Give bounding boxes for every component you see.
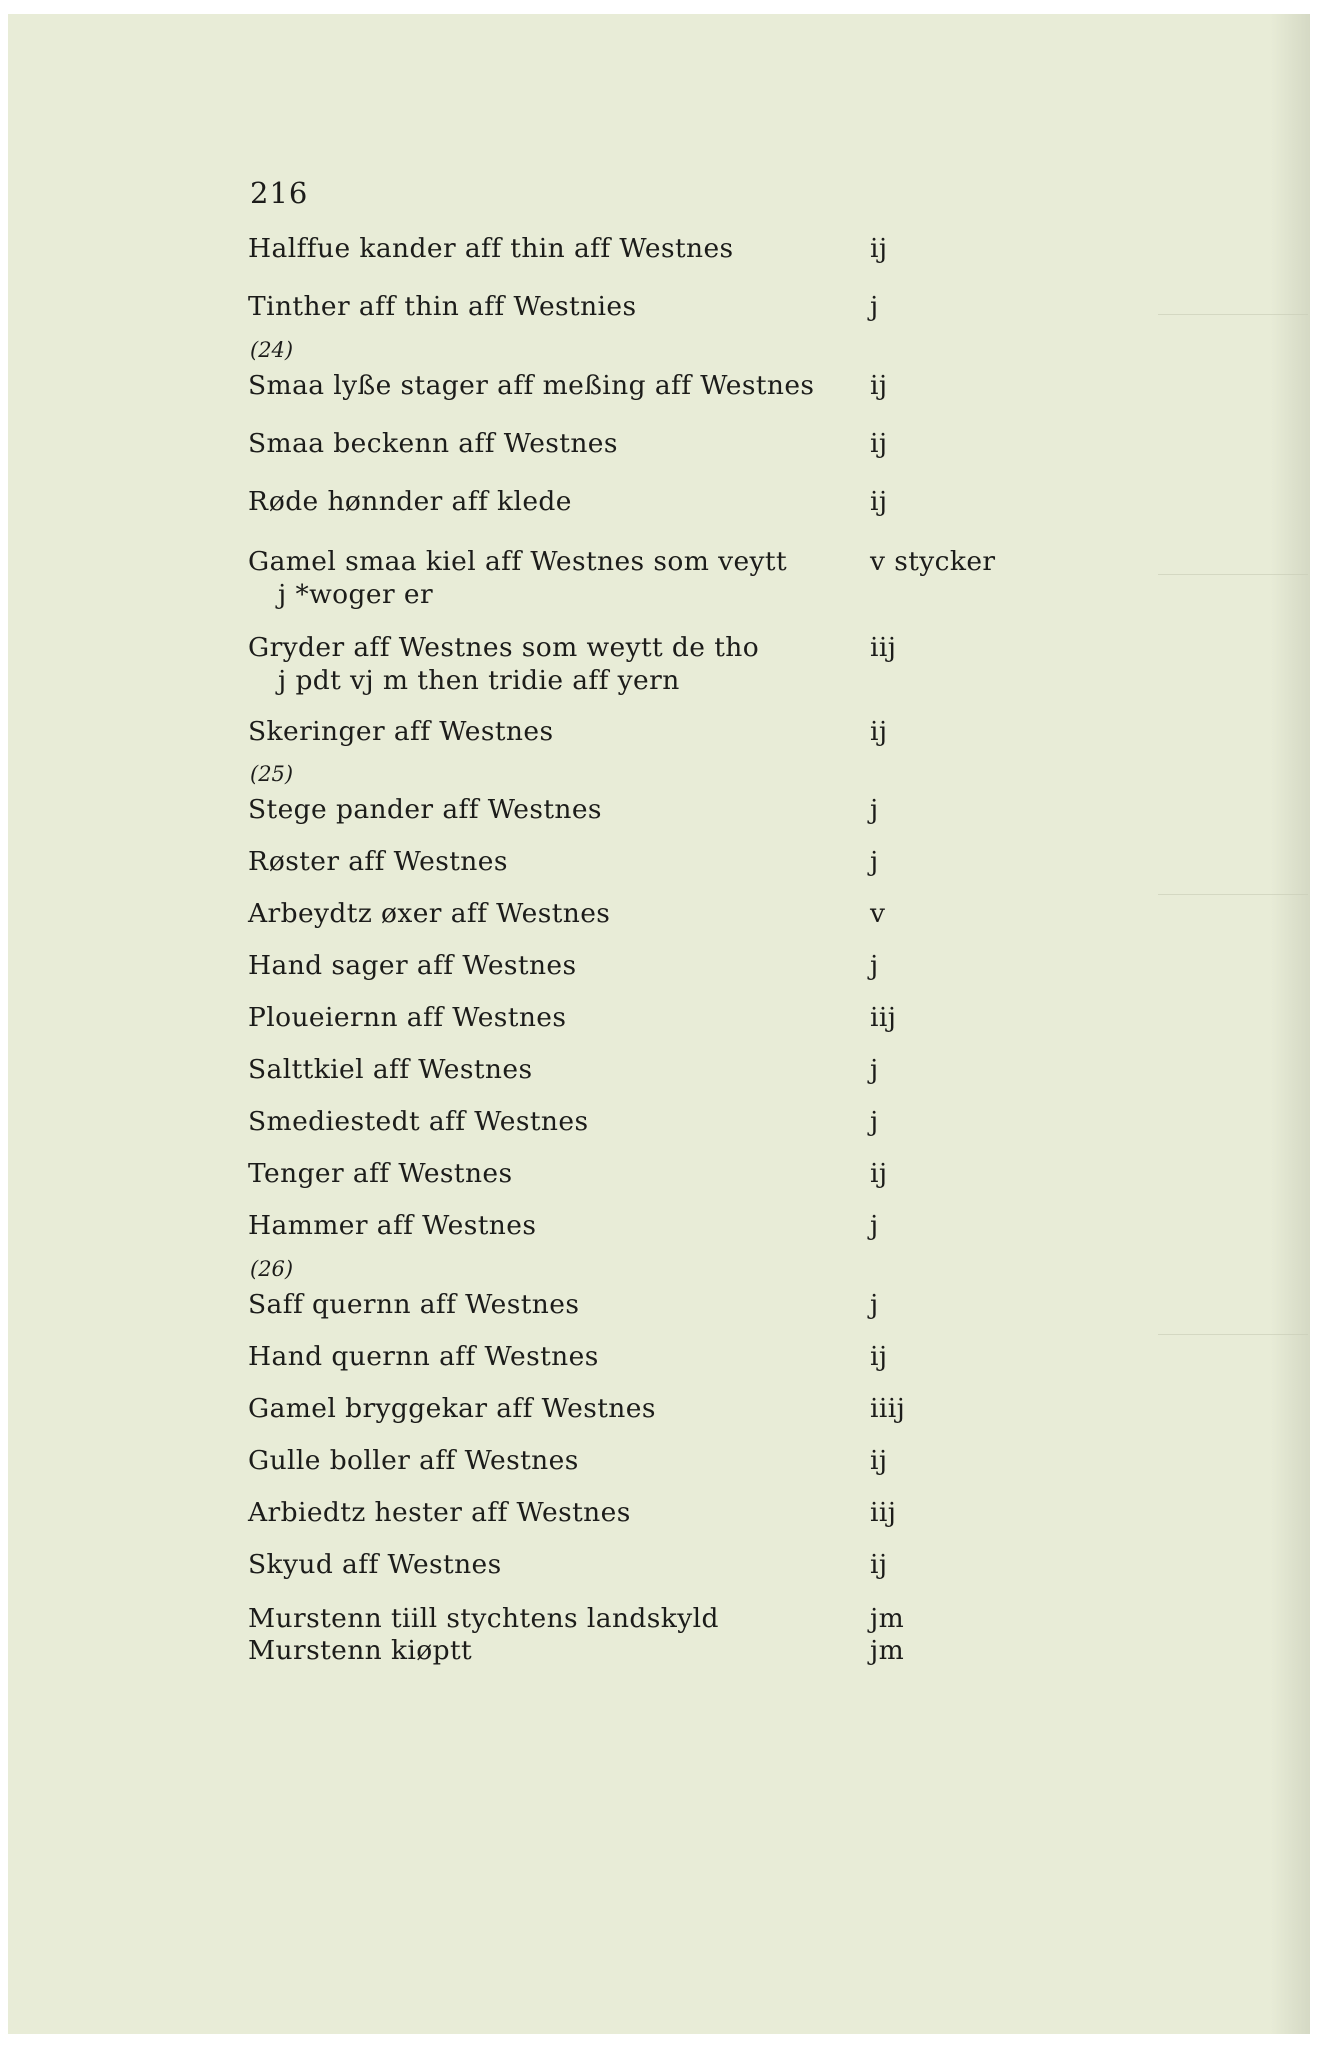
item-quantity: ij	[870, 428, 888, 459]
item-quantity: v	[870, 898, 886, 929]
item-quantity: iiij	[870, 1393, 906, 1424]
item-description: Skyud aff Westnes	[248, 1549, 502, 1580]
item-description: Smediestedt aff Westnes	[248, 1106, 589, 1137]
section-marker: (24)	[250, 338, 294, 362]
item-quantity: j	[870, 1289, 879, 1320]
item-description: Ploueiernn aff Westnes	[248, 1002, 567, 1033]
page-edge-shadow	[1270, 14, 1310, 2034]
item-quantity: ij	[870, 1549, 888, 1580]
item-description: Skeringer aff Westnes	[248, 716, 554, 747]
item-description: Stege pander aff Westnes	[248, 794, 602, 825]
item-quantity: j	[870, 794, 879, 825]
item-quantity: j	[870, 1210, 879, 1241]
item-description	[248, 631, 848, 697]
item-description-line2-text: j pdt vj m then tridie aff yern	[278, 665, 680, 696]
section-marker: (26)	[250, 1257, 294, 1281]
document-page	[8, 14, 1310, 2034]
item-description-line1: Gamel smaa kiel aff Westnes som veytt	[248, 546, 787, 577]
item-description: Smaa lyße stager aff meßing aff Westnes	[248, 370, 815, 401]
item-quantity: iij	[870, 632, 897, 663]
item-description: Murstenn kiøptt	[248, 1635, 473, 1666]
item-description: Røde hønnder aff klede	[248, 486, 572, 517]
page-number: 216	[250, 176, 309, 210]
item-description-line1: Gryder aff Westnes som weytt de tho	[248, 632, 760, 663]
item-description-line2	[248, 664, 848, 697]
item-quantity: ij	[870, 716, 888, 747]
item-quantity: jm	[870, 1603, 905, 1634]
item-quantity: ij	[870, 233, 888, 264]
item-quantity: j	[870, 950, 879, 981]
item-quantity: ij	[870, 1341, 888, 1372]
item-quantity: jm	[870, 1635, 905, 1666]
item-description: Hammer aff Westnes	[248, 1210, 537, 1241]
item-description: Tenger aff Westnes	[248, 1158, 513, 1189]
item-description: Gulle boller aff Westnes	[248, 1445, 579, 1476]
item-description: Arbiedtz hester aff Westnes	[248, 1497, 631, 1528]
item-quantity: ij	[870, 1158, 888, 1189]
item-description: Smaa beckenn aff Westnes	[248, 428, 618, 459]
item-description	[248, 545, 848, 611]
item-quantity: v stycker	[870, 546, 996, 577]
item-quantity: ij	[870, 486, 888, 517]
item-description-line2: j *woger er	[278, 579, 434, 610]
item-quantity: ij	[870, 370, 888, 401]
item-quantity: j	[870, 1054, 879, 1085]
item-quantity: iij	[870, 1497, 897, 1528]
item-description: Hand quernn aff Westnes	[248, 1341, 599, 1372]
item-description: Murstenn tiill stychtens landskyld	[248, 1603, 719, 1634]
item-description: Tinther aff thin aff Westnies	[248, 291, 637, 322]
item-quantity: j	[870, 1106, 879, 1137]
item-quantity: j	[870, 291, 879, 322]
section-marker: (25)	[250, 762, 294, 786]
item-description: Røster aff Westnes	[248, 846, 508, 877]
item-description: Gamel bryggekar aff Westnes	[248, 1393, 656, 1424]
item-description: Salttkiel aff Westnes	[248, 1054, 533, 1085]
item-description: Halffue kander aff thin aff Westnes	[248, 233, 734, 264]
item-quantity: j	[870, 846, 879, 877]
item-quantity: ij	[870, 1445, 888, 1476]
item-description: Hand sager aff Westnes	[248, 950, 577, 981]
item-description: Arbeydtz øxer aff Westnes	[248, 898, 611, 929]
item-quantity: iij	[870, 1002, 897, 1033]
item-description: Saff quernn aff Westnes	[248, 1289, 580, 1320]
